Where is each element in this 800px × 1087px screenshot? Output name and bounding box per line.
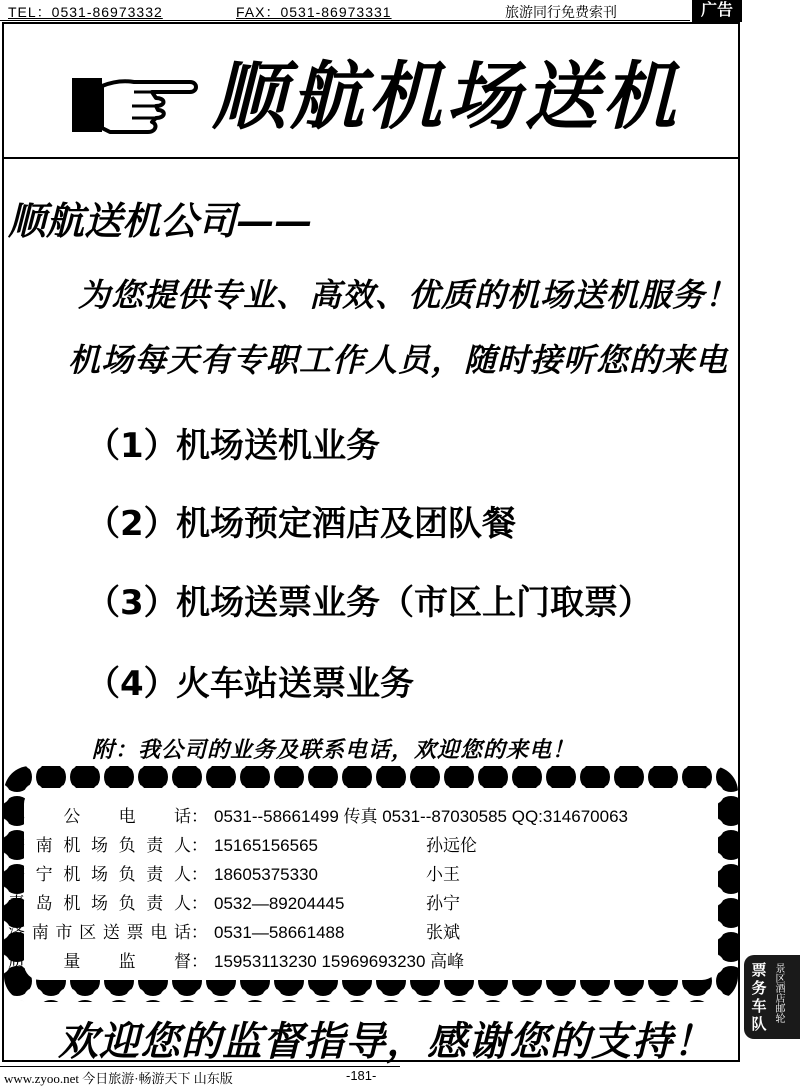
contact-label: 质 量 监 督： [8,952,208,971]
contact-row [8,831,728,860]
contact-label: 济 宁 机 场 负 责 人： [8,865,208,884]
contact-list [8,802,728,976]
contact-note: 附：我公司的业务及联系电话，欢迎您的来电！ [92,737,576,763]
company-name: 顺航送机公司—— [8,198,313,243]
service-item [86,418,380,467]
header-tel: TEL：0531-86973332 [8,4,163,20]
service-text: 机场送票业务（市区上门取票） [176,583,652,623]
header-rule [0,20,690,21]
footer-slogan: 欢迎您的监督指导，感谢您的支持！ [58,1018,714,1065]
service-number: （4） [86,664,178,704]
service-number: （3） [86,583,178,623]
side-tab-main: 票务车队 [751,961,767,1033]
contact-value: 0531--58661499 传真 0531--87030585 QQ:314670063 [214,807,628,826]
banner-title: 顺航机场送机 [212,54,680,140]
contact-person: 孙宁 [426,894,460,913]
service-item [86,656,414,705]
contact-row [8,889,728,918]
contact-value: 15165156565 [214,836,319,855]
banner-divider [2,157,740,159]
side-index-tab[interactable] [744,955,800,1039]
bottom-rule [0,1066,400,1067]
pointing-hand-icon [72,72,200,136]
contact-person: 张斌 [426,923,460,942]
service-text: 机场送机业务 [176,426,380,466]
contact-value: 0532—89204445 [214,894,345,913]
ad-label: 广告 [692,0,742,22]
side-tab-sub: 景区酒店邮轮 [773,963,784,1023]
service-number: （2） [86,504,178,544]
service-item [86,496,516,545]
contact-row [8,802,728,831]
contact-label: 济 南 市 区 送 票 电 话： [8,923,208,942]
slogan-line-2: 机场每天有专职工作人员，随时接听您的来电 [68,341,729,379]
contact-label: 青 岛 机 场 负 责 人： [8,894,208,913]
header-fax: FAX：0531-86973331 [236,4,392,20]
contact-value: 0531—58661488 [214,923,345,942]
slogan-line-1: 为您提供专业、高效、优质的机场送机服务！ [78,276,739,314]
contact-person: 孙远伦 [426,836,477,855]
service-text: 机场预定酒店及团队餐 [176,504,516,544]
contact-row [8,860,728,889]
service-text: 火车站送票业务 [176,664,414,704]
contact-value: 18605375330 [214,865,319,884]
contact-label: 济 南 机 场 负 责 人： [8,836,208,855]
contact-row [8,947,728,976]
top-bar [0,0,800,22]
footer-site: www.zyoo.net 今日旅游·畅游天下 山东版 [4,1071,233,1086]
contact-label: 办 公 电 话： [8,807,208,826]
service-number: （1） [86,426,178,466]
header-publication: 旅游同行免费索刊 [505,4,617,20]
contact-person: 小王 [426,865,460,884]
service-item [86,575,652,624]
contact-row [8,918,728,947]
bottom-bar [0,1066,800,1086]
page-number: -181- [346,1068,377,1083]
contact-value: 15953113230 15969693230 高峰 [214,952,465,971]
